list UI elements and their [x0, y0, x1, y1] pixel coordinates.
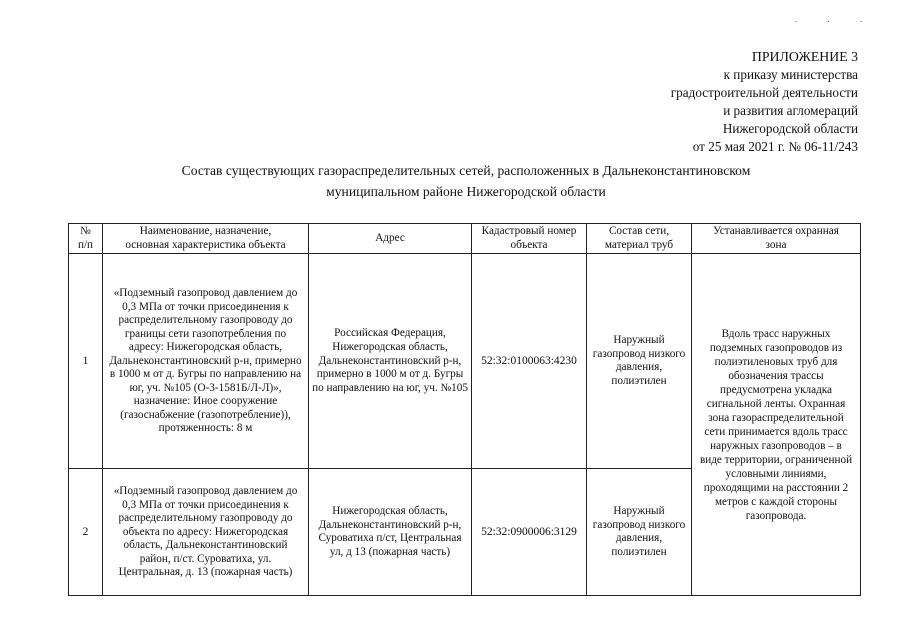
- protection-zone-text: Вдоль трасс наружных подземных газопроводов из полиэтиленовых труб для обозначения трассы предусмотрена укладка сигнальной ленты. Охранная зона газораспределительной сети принимается вдоль трасс наружных газопроводов – в виде территории, ограниченной условными линиями, проходящими на расстоянии 2 метров с каждой стороны газопровода.: [692, 254, 861, 596]
- table-header-row: [69, 224, 861, 254]
- header-network: Состав сети, материал труб: [587, 224, 692, 254]
- header-zone: Устанавливается охранная зона: [692, 224, 861, 254]
- appendix-line: и развития агломераций: [723, 103, 858, 118]
- cadastral-number: 52:32:0900006:3129: [472, 469, 587, 596]
- appendix-line: к приказу министерства: [723, 67, 858, 82]
- table-row: [69, 254, 861, 469]
- object-address: Российская Федерация, Нижегородская область, Дальнеконстантиновский р-н, примерно в 1000 м от д. Бугры по направлению на юг, уч. №105: [309, 254, 472, 469]
- appendix-line: Нижегородской области: [722, 121, 858, 136]
- row-number: 1: [69, 254, 103, 469]
- row-number: 2: [69, 469, 103, 596]
- object-description: «Подземный газопровод давлением до 0,3 МПа от точки присоединения к распределительному газопроводу до границы сети газопотребления по адресу: Нижегородская область, Дальнеконстантиновский р-н, примерно в 1000 м от д. Бугры по направлению на юг, уч. №105 (О-3-1581Б/Л-Л)», назначение: Иное сооружение (газоснабжение (газопотребление)), протяженность: 8 м: [103, 254, 309, 469]
- header-name: Наименование, назначение, основная характеристика объекта: [103, 224, 309, 254]
- title-line-1: Состав существующих газораспределительных сетей, расположенных в Дальнеконстантиновском: [181, 163, 751, 178]
- appendix-order-date: от 25 мая 2021 г. № 06-11/243: [692, 139, 858, 154]
- appendix-heading: ПРИЛОЖЕНИЕ 3: [751, 49, 858, 64]
- appendix-line: градостроительной деятельности: [670, 85, 858, 100]
- appendix-block: [498, 48, 858, 156]
- network-material: Наружный газопровод низкого давления, полиэтилен: [587, 254, 692, 469]
- header-address: Адрес: [309, 224, 472, 254]
- header-number: № п/п: [69, 224, 103, 254]
- cadastral-number: 52:32:0100063:4230: [472, 254, 587, 469]
- title-line-2: муниципальном районе Нижегородской области: [326, 184, 606, 199]
- scan-noise-marks: . . .: [795, 14, 877, 24]
- header-cadastral: Кадастровый номер объекта: [472, 224, 587, 254]
- gas-network-table: [68, 223, 861, 596]
- object-description: «Подземный газопровод давлением до 0,3 МПа от точки присоединения к распределительному газопроводу до объекта по адресу: Нижегородская область, Дальнеконстантиновский район, п/ст. Суроватиха, ул. Центральная, д. 13 (пожарная часть): [103, 469, 309, 596]
- network-material: Наружный газопровод низкого давления, полиэтилен: [587, 469, 692, 596]
- document-title: [90, 160, 842, 202]
- object-address: Нижегородская область, Дальнеконстантиновский р-н, Суроватиха п/ст, Центральная ул, д 13 (пожарная часть): [309, 469, 472, 596]
